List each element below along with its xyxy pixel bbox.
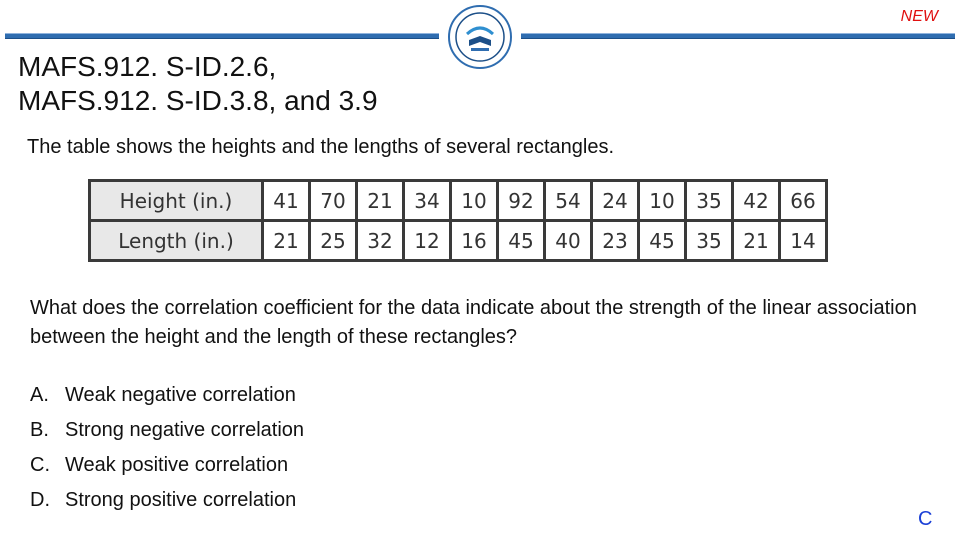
rectangles-table xyxy=(88,179,828,262)
table-cell: 45 xyxy=(499,222,543,259)
intro-text: The table shows the heights and the lengths of several rectangles. xyxy=(27,136,615,158)
school-district-logo xyxy=(447,4,513,70)
option-d xyxy=(30,483,304,518)
option-text: Strong negative correlation xyxy=(65,419,305,441)
new-label: NEW xyxy=(900,8,938,25)
table-cell: 14 xyxy=(781,222,825,259)
title-line-1: MAFS.912. S-ID.2.6, xyxy=(18,51,277,82)
title-line-2: MAFS.912. S-ID.3.8, and 3.9 xyxy=(18,85,378,116)
table-cell: 54 xyxy=(546,182,590,219)
option-letter: C. xyxy=(30,454,50,476)
table-cell: 32 xyxy=(358,222,402,259)
table-row xyxy=(91,182,825,219)
question-text: What does the correlation coefficient for the data indicate about the strength of the linear association between the height and the length of these rectangles? xyxy=(30,297,917,348)
table-cell: 92 xyxy=(499,182,543,219)
option-text: Strong positive correlation xyxy=(65,489,297,511)
standards-title xyxy=(18,50,378,118)
table-cell: 40 xyxy=(546,222,590,259)
option-c xyxy=(30,448,304,483)
table-cell: 10 xyxy=(452,182,496,219)
table-cell: 25 xyxy=(311,222,355,259)
row-header: Height (in.) xyxy=(91,182,261,219)
option-a xyxy=(30,378,304,413)
table-cell: 23 xyxy=(593,222,637,259)
answer-options xyxy=(30,378,304,518)
table-cell: 24 xyxy=(593,182,637,219)
option-letter: D. xyxy=(30,489,50,511)
table-cell: 34 xyxy=(405,182,449,219)
header-rule-right xyxy=(521,33,955,39)
option-b xyxy=(30,413,304,448)
option-letter: A. xyxy=(30,384,49,406)
option-text: Weak negative correlation xyxy=(65,384,296,406)
header-rule-left xyxy=(5,33,439,39)
table-cell: 35 xyxy=(687,182,731,219)
table-row xyxy=(91,222,825,259)
table-cell: 12 xyxy=(405,222,449,259)
table-cell: 45 xyxy=(640,222,684,259)
option-text: Weak positive correlation xyxy=(65,454,289,476)
answer-key: C xyxy=(918,508,933,530)
table-cell: 10 xyxy=(640,182,684,219)
table-cell: 35 xyxy=(687,222,731,259)
table-cell: 70 xyxy=(311,182,355,219)
row-header: Length (in.) xyxy=(91,222,261,259)
table-cell: 41 xyxy=(264,182,308,219)
option-letter: B. xyxy=(30,419,49,441)
table-cell: 21 xyxy=(734,222,778,259)
table-cell: 21 xyxy=(264,222,308,259)
table-cell: 42 xyxy=(734,182,778,219)
table-cell: 16 xyxy=(452,222,496,259)
table-cell: 21 xyxy=(358,182,402,219)
table-cell: 66 xyxy=(781,182,825,219)
